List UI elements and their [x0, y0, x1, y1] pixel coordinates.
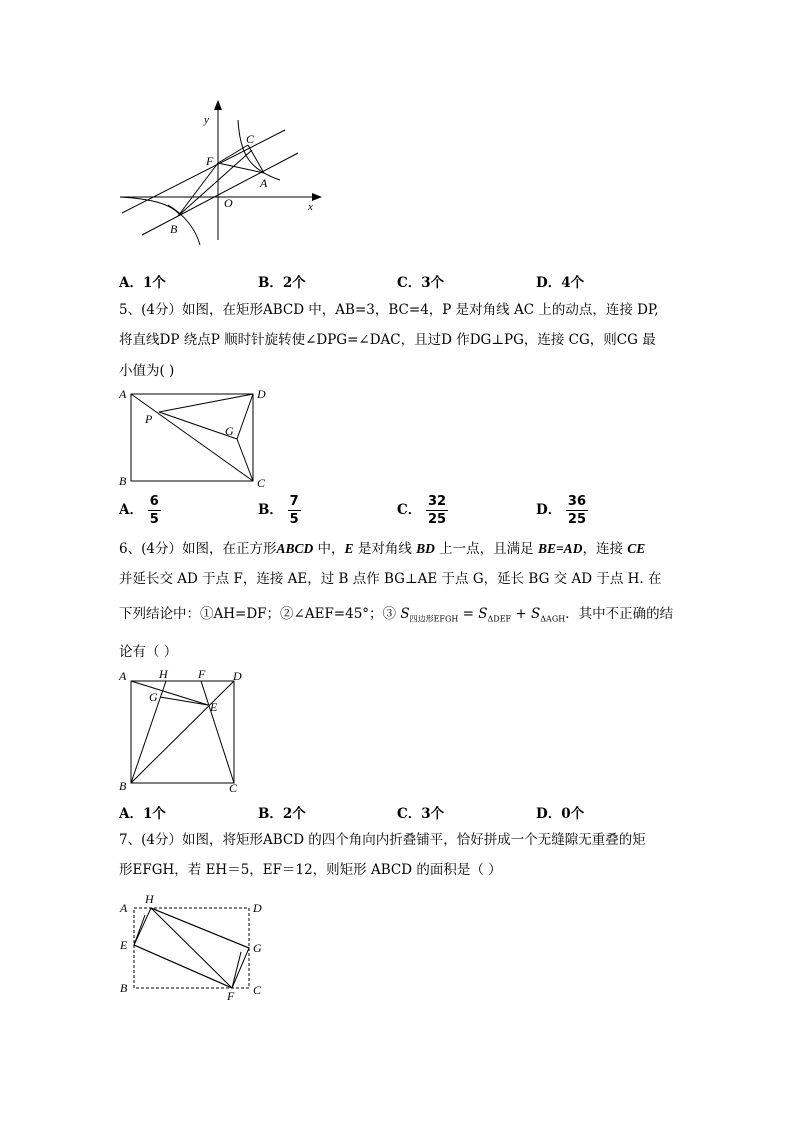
label-c: C: [246, 132, 255, 146]
label-c: C: [253, 983, 262, 997]
label-b: B: [119, 779, 127, 793]
q5-line-3: 小值为( ): [119, 363, 175, 379]
q5-option-b-fraction: $\frac{7}{5}$: [289, 494, 299, 527]
label-x: x: [308, 201, 313, 213]
hyperbola-branch-upper: [238, 120, 280, 180]
fold-line-2: [151, 908, 249, 948]
q5-option-a-label: A．: [119, 502, 143, 518]
q5-option-d-fraction: $\frac{36}{25}$: [567, 494, 587, 527]
q6-line-3: 下列结论中：①AH=DF；②∠AEF=45°；③ $S_{四边形EFGH} = S_{\Delta DEF} + S_{\Delta AGH}$．其中不正确的结: [119, 606, 674, 624]
q4-option-b[interactable]: B．2个: [258, 275, 306, 291]
label-d: D: [253, 901, 262, 915]
q5-option-a[interactable]: [119, 494, 161, 527]
q5-figure: [115, 385, 275, 491]
q4-option-d[interactable]: D．4个: [536, 275, 585, 291]
label-g: G: [253, 941, 262, 955]
q5-option-a-fraction: $\frac{6}{5}$: [149, 494, 159, 527]
segment-dp: [159, 394, 253, 412]
q6-line-1: 6、(4分）如图，在正方形ABCD 中，E 是对角线 BD 上一点，且满足 BE=AD，连接 CE: [119, 541, 646, 557]
q5-option-c-label: C．: [397, 502, 422, 518]
label-b: B: [120, 981, 128, 995]
label-h: H: [159, 667, 168, 681]
q6-line-2: 并延长交 AD 于点 F，连接 AE，过 B 点作 BG⊥AE 于点 G，延长 BG 交 AD 于点 H. 在: [119, 571, 662, 587]
label-p: P: [145, 412, 153, 426]
label-c: C: [229, 781, 238, 795]
label-a: A: [119, 669, 127, 683]
segment-cf: [201, 681, 234, 783]
label-f: F: [198, 667, 206, 681]
q4-option-a[interactable]: A．1个: [119, 275, 166, 291]
segment-ge: [160, 697, 208, 705]
line-fc: [122, 130, 285, 213]
q6-figure: [115, 664, 255, 796]
label-a: A: [120, 901, 128, 915]
segment-dg: [237, 394, 253, 439]
q5-option-d[interactable]: [536, 494, 588, 527]
fold-line-3: [151, 908, 232, 988]
diagonal-bd: [131, 681, 234, 783]
segment-ae: [131, 681, 208, 705]
line-ba: [142, 153, 298, 235]
label-f: F: [227, 989, 235, 1003]
q5-line-2: 将直线DP 绕点P 顺时针旋转使∠DPG=∠DAC，且过D 作DG⊥PG，连接 CG，则CG 最: [119, 332, 656, 348]
diagonal-ac: [131, 394, 253, 481]
q4-figure: [110, 95, 340, 245]
fold-line-1: [134, 945, 232, 988]
y-axis-arrow: [214, 100, 222, 110]
x-axis-arrow: [312, 193, 322, 201]
label-a: A: [119, 387, 127, 401]
q6-option-d[interactable]: D．0个: [536, 806, 585, 822]
q5-line-1: 5、(4分）如图，在矩形ABCD 中，AB=3，BC=4，P 是对角线 AC 上的动点，连接 DP,: [119, 302, 659, 318]
label-a: A: [260, 176, 268, 190]
q7-line-1: 7、(4分）如图，将矩形ABCD 的四个角向内折叠铺平，恰好拼成一个无缝隙无重叠的矩: [119, 832, 646, 848]
label-o: O: [224, 196, 233, 210]
label-g: G: [149, 690, 158, 704]
q5-option-d-label: D．: [536, 502, 562, 518]
q5-option-c-fraction: $\frac{32}{25}$: [427, 494, 447, 527]
q7-figure: [115, 890, 275, 1005]
label-y: y: [204, 114, 209, 126]
label-e: E: [210, 700, 218, 714]
q6-option-c[interactable]: C．3个: [397, 806, 445, 822]
label-g: G: [225, 424, 234, 438]
label-d: D: [257, 387, 266, 401]
label-h: H: [145, 892, 154, 906]
label-b: B: [170, 222, 178, 236]
q4-option-c[interactable]: C．3个: [397, 275, 445, 291]
label-d: D: [233, 669, 242, 683]
label-e: E: [120, 938, 128, 952]
hyperbola-branch-lower: [120, 197, 200, 245]
q5-option-c[interactable]: [397, 494, 448, 527]
label-b: B: [119, 474, 127, 488]
q6-option-a[interactable]: A．1个: [119, 806, 166, 822]
label-f: F: [206, 154, 214, 168]
q6-option-b[interactable]: B．2个: [258, 806, 306, 822]
q5-option-b-label: B．: [258, 502, 283, 518]
q5-option-b[interactable]: [258, 494, 301, 527]
label-c: C: [257, 476, 266, 490]
q7-line-2: 形EFGH，若 EH＝5，EF＝12，则矩形 ABCD 的面积是（ ）: [119, 862, 502, 878]
q6-line-4: 论有（ ）: [119, 644, 178, 660]
